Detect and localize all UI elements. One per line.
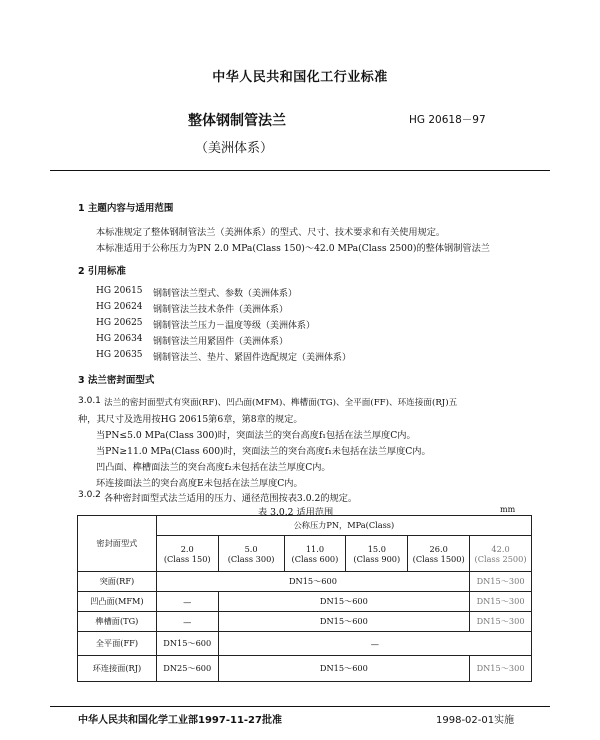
pressure-class: (Class 1500) bbox=[412, 553, 465, 564]
reference-title: 钢制管法兰、垫片、紧固件选配规定（美洲体系） bbox=[153, 353, 352, 363]
table-row bbox=[78, 572, 532, 592]
section-2-heading: 2 引用标准 bbox=[78, 266, 126, 277]
pressure-class: (Class 150) bbox=[163, 553, 211, 564]
pressure-value: 5.0 bbox=[244, 543, 258, 554]
table-header-row bbox=[78, 516, 532, 536]
reference-code: HG 20635 bbox=[96, 350, 143, 360]
table-row bbox=[78, 612, 532, 632]
range-cell: DN25～600 bbox=[156, 656, 218, 682]
table-row bbox=[78, 632, 532, 656]
pressure-value: 11.0 bbox=[305, 543, 325, 554]
clause-3-0-2-text: 各种密封面型式法兰适用的压力、通径范围按表3.0.2的规定。 bbox=[104, 493, 358, 504]
section-1-para-2: 本标准适用于公称压力为PN 2.0 MPa(Class 150)～42.0 MPa(Class 2500)的整体钢制管法兰 bbox=[96, 243, 490, 254]
pressure-value: 42.0 bbox=[491, 543, 510, 554]
clause-3-0-1-number: 3.0.1 bbox=[78, 396, 101, 406]
note-3: 凹凸面、榫槽面法兰的突台高度f₂未包括在法兰厚度C内。 bbox=[96, 462, 331, 473]
range-cell: DN15～300 bbox=[470, 572, 532, 592]
range-cell: — bbox=[218, 632, 531, 656]
clause-3-0-2-number: 3.0.2 bbox=[78, 490, 101, 500]
row-label: 突面(RF) bbox=[78, 572, 157, 592]
pressure-class: (Class 300) bbox=[227, 553, 275, 564]
row-label: 凹凸面(MFM) bbox=[78, 592, 157, 612]
row-label: 环连接面(RJ) bbox=[78, 656, 157, 682]
approval-line: 中华人民共和国化学工业部1997-11-27批准 bbox=[78, 715, 282, 726]
table-row bbox=[78, 592, 532, 612]
range-cell: DN15～600 bbox=[156, 572, 469, 592]
doc-subtitle: （美洲体系） bbox=[195, 141, 274, 156]
pressure-value: 2.0 bbox=[180, 543, 194, 554]
note-2: 当PN≥11.0 MPa(Class 600)时，突面法兰的突台高度f₁未包括在法兰厚度C内。 bbox=[96, 446, 431, 457]
pressure-column bbox=[408, 536, 470, 572]
pressure-class: (Class 2500) bbox=[474, 553, 527, 564]
pressure-column bbox=[470, 536, 532, 572]
reference-title: 钢制管法兰用紧固件（美洲体系） bbox=[153, 337, 289, 347]
reference-code: HG 20634 bbox=[96, 334, 143, 344]
pressure-column bbox=[284, 536, 346, 572]
doc-title: 整体钢制管法兰 bbox=[188, 113, 286, 129]
pressure-column bbox=[156, 536, 218, 572]
clause-3-0-1-text-cont: 种，其尺寸及选用按HG 20615第6章，第8章的规定。 bbox=[78, 414, 303, 425]
header-rule bbox=[50, 170, 550, 171]
pressure-value: 26.0 bbox=[429, 543, 448, 554]
reference-title: 钢制管法兰压力－温度等级（美洲体系） bbox=[153, 321, 316, 331]
range-cell: DN15～600 bbox=[218, 592, 469, 612]
pressure-class: (Class 600) bbox=[291, 553, 339, 564]
section-1-para-1: 本标准规定了整体钢制管法兰（美洲体系）的型式、尺寸、技术要求和有关使用规定。 bbox=[96, 227, 446, 238]
sealing-face-header: 密封面型式 bbox=[78, 516, 157, 572]
range-cell: DN15～300 bbox=[470, 612, 532, 632]
range-cell: — bbox=[156, 592, 218, 612]
standard-number: HG 20618－97 bbox=[409, 114, 486, 126]
effective-date: 1998-02-01实施 bbox=[436, 715, 515, 726]
section-3-heading: 3 法兰密封面型式 bbox=[78, 375, 155, 386]
section-1-heading: 1 主题内容与适用范围 bbox=[78, 203, 174, 214]
pressure-value: 15.0 bbox=[367, 543, 386, 554]
range-cell: — bbox=[156, 612, 218, 632]
footer-rule bbox=[50, 706, 550, 707]
note-4: 环连接面法兰的突台高度E未包括在法兰厚度C内。 bbox=[96, 478, 303, 489]
range-cell: DN15～600 bbox=[218, 612, 469, 632]
pressure-column bbox=[346, 536, 408, 572]
range-table bbox=[77, 515, 532, 682]
pressure-column bbox=[218, 536, 284, 572]
reference-code: HG 20615 bbox=[96, 286, 143, 296]
row-label: 全平面(FF) bbox=[78, 632, 157, 656]
reference-code: HG 20625 bbox=[96, 318, 143, 328]
note-1: 当PN≤5.0 MPa(Class 300)时，突面法兰的突台高度f₁包括在法兰厚度C内。 bbox=[96, 430, 416, 441]
range-cell: DN15～600 bbox=[156, 632, 218, 656]
pressure-class: (Class 900) bbox=[353, 553, 401, 564]
table-row bbox=[78, 656, 532, 682]
table-caption: 表 3.0.2 适用范围 bbox=[258, 507, 334, 518]
clause-3-0-1-text: 法兰的密封面型式有突面(RF)、凹凸面(MFM)、榫槽面(TG)、全平面(FF)、环连接面(RJ)五 bbox=[104, 398, 458, 408]
org-title: 中华人民共和国化工行业标准 bbox=[212, 70, 388, 85]
row-label: 榫槽面(TG) bbox=[78, 612, 157, 632]
pressure-header: 公称压力PN，MPa(Class) bbox=[156, 516, 531, 536]
reference-title: 钢制管法兰型式、参数（美洲体系） bbox=[153, 289, 298, 299]
range-cell: DN15～300 bbox=[470, 656, 532, 682]
reference-code: HG 20624 bbox=[96, 302, 143, 312]
range-cell: DN15～300 bbox=[470, 592, 532, 612]
reference-title: 钢制管法兰技术条件（美洲体系） bbox=[153, 305, 289, 315]
table-unit: mm bbox=[500, 505, 516, 514]
range-cell: DN15～600 bbox=[218, 656, 469, 682]
